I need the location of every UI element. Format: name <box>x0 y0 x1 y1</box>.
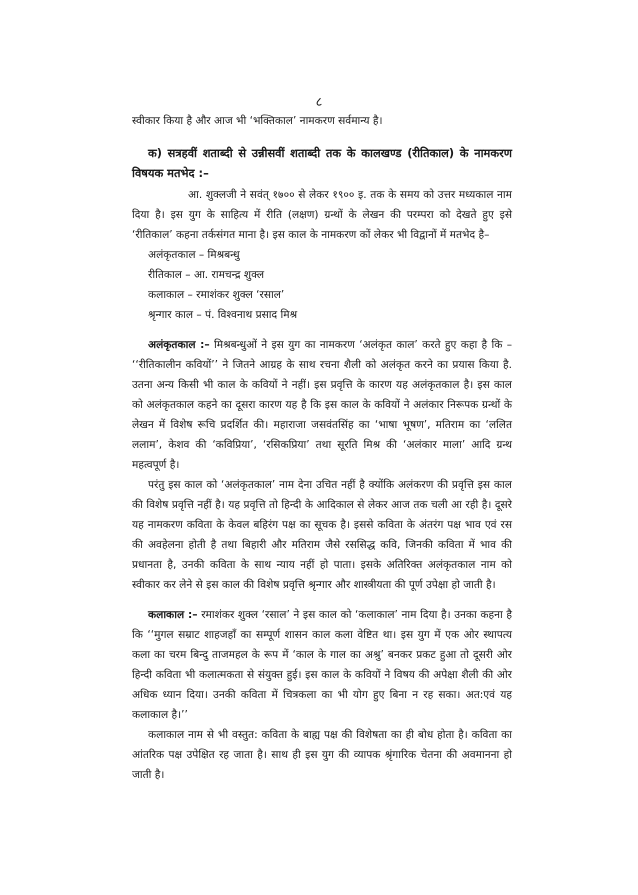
section-heading: क) सत्रहवीं शताब्दी से उन्नीसवीं शताब्दी तक के कालखण्ड (रीतिकाल) के नामकरण विषयक मतभेद :– <box>132 146 512 180</box>
alankrit-critique-paragraph: परंतु इस काल को ‘अलंकृतकाल’ नाम देना उचित नहीं है क्योंकि अलंकरण की प्रवृत्ति इस काल की विशेष प्रवृत्ति नहीं है। यह प्रवृत्ति तो हिन्दी के आदिकाल से लेकर आज तक चली आ रही है। दूसरे यह नामकरण कविता के केवल बहिरंग पक्ष का सूचक है। इससे कविता के अंतरंग पक्ष भाव एवं रस की अवहेलना होती है तथा बिहारी और मतिराम जैसे रससिद्ध कवि, जिनकी कविता में भाव की प्रधानता है, उनकी कविता के साथ न्याय नहीं हो पाता। इसके अतिरिक्त अलंकृतकाल नाम को स्वीकार कर लेने से इस काल की विशेष प्रवृत्ति श्रृन्गार और शास्त्रीयता की पूर्ण उपेक्षा हो जाती है। <box>132 479 512 591</box>
continuation-line: स्वीकार किया है और आज भी ‘भक्तिकाल’ नामकरण सर्वमान्य है। <box>132 115 383 127</box>
page-content <box>132 111 512 785</box>
kalakal-text: रमाशंकर शुक्ल ‘रसाल’ ने इस काल को ‘कलाकाल’ नाम दिया है। उनका कहना है कि ‘‘मुगल सम्राट शाहजहाँ का सम्पूर्ण शासन काल कला वेष्टित था। इस युग में एक ओर स्थापत्य कला का चरम बिन्दु ताजमहल के रूप में ‘काल के गाल का अश्रु’ बनकर प्रकट हुआ तो दूसरी ओर हिन्दी कविता भी कलात्मकता से संयुक्त हुई। इस काल के कवियों ने विषय की अपेक्षा शैली की ओर अधिक ध्यान दिया। उनकी कविता में चित्रकला का भी योग हुए बिना न रह सका। अत:एवं यह कलाकाल है।’’ <box>132 609 512 721</box>
kalakal-critique-paragraph: कलाकाल नाम से भी वस्तुत: कविता के बाह्य पक्ष की विशेषता का ही बोध होता है। कविता का आंतरिक पक्ष उपेक्षित रह जाता है। साथ ही इस युग की व्यापक श्रृंगारिक चेतना की अवमानना हो जाती है। <box>132 729 512 781</box>
alankrit-text: मिश्रबन्धुओं ने इस युग का नामकरण ‘अलंकृत काल’ करते हुए कहा है कि – ‘‘रीतिकालीन कवियों’’ ने जितने आग्रह के साथ रचना शैली को अलंकृत करने का प्रयास किया है. उतना अन्य किसी भी काल के कवियों ने नहीं। इस प्रवृत्ति के कारण यह अलंकृतकाल है। इस काल को अलंकृतकाल कहने का दूसरा कारण यह है कि इस काल के कवियों ने अलंकार निरूपक ग्रन्थों के लेखन में विशेष रूचि प्रदर्शित की। महाराजा जसवंतसिंह का ‘भाषा भूषण’, मतिराम का ‘ललित ललाम’, केशव की ‘कविप्रिया’, ‘रसिकप्रिया’ तथा सूरति मिश्र की ‘अलंकार माला’ आदि ग्रन्थ महत्वपूर्ण है। <box>132 339 513 471</box>
alankrit-term: अलंकृतकाल :– <box>148 339 210 351</box>
naming-list <box>132 245 512 325</box>
list-item: अलंकृतकाल – मिश्रबन्धु <box>148 249 240 261</box>
list-item: कलाकाल – रमाशंकर शुक्ल ‘रसाल’ <box>148 289 285 301</box>
alankrit-paragraph <box>132 335 512 475</box>
page-number: ८ <box>315 95 323 110</box>
list-item: रीतिकाल – आ. रामचन्द्र शुक्ल <box>148 269 265 281</box>
kalakal-paragraph <box>132 605 512 725</box>
intro-paragraph: आ. शुक्लजी ने सवंत् १७०० से लेकर १९०० इ. तक के समय को उत्तर मध्यकाल नाम दिया है। इस युग के साहित्य में रीति (लक्षण) ग्रन्थों के लेखन की परम्परा को देखते हुए इसे ‘रीतिकाल’ कहना तर्कसंगत माना है। इस काल के नामकरण कों लेकर भी विद्वानों में मतभेद है– <box>132 189 512 241</box>
list-item: श्रृन्गार काल – पं. विश्वनाथ प्रसाद मिश्र <box>148 309 298 321</box>
kalakal-term: कलाकाल :– <box>148 609 198 621</box>
